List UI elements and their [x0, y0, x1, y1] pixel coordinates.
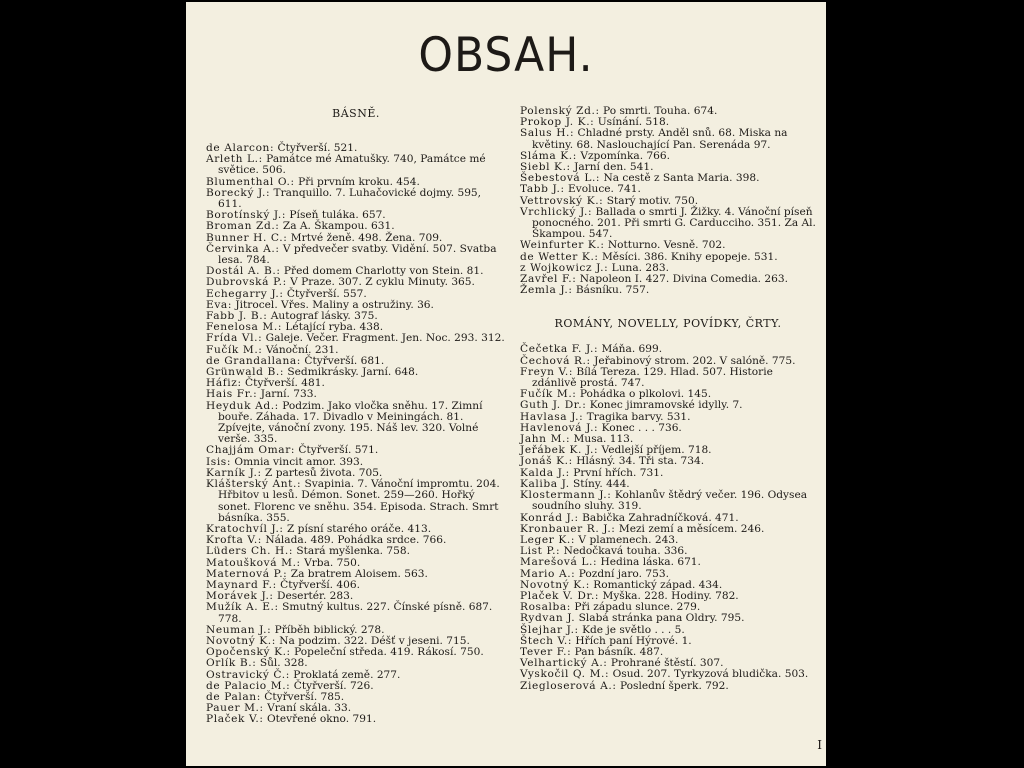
- entry-author: Blumenthal O.:: [206, 175, 295, 188]
- entry-works: Tranquillo. 7. Luhačovické dojmy. 595, 611.: [218, 186, 482, 211]
- entry-works: Usínání. 518.: [597, 116, 670, 129]
- entry-author: Kaliba J.: [520, 477, 570, 490]
- entry-author: Chajjám Omar:: [206, 444, 296, 457]
- entry-author: Lüders Ch. H.:: [206, 545, 294, 558]
- entry-works: Při západu slunce. 279.: [574, 601, 701, 614]
- entry-works: Notturno. Vesně. 702.: [607, 239, 726, 252]
- entry-works: Čtyřverší. 681.: [304, 354, 385, 367]
- entry-works: Stará myšlenka. 758.: [296, 545, 410, 558]
- toc-entry: [520, 490, 816, 512]
- entry-works: Hedina láska. 671.: [600, 556, 701, 569]
- entry-works: Sedmikrásky. Jarní. 648.: [287, 366, 419, 379]
- entry-author: Guth J. Dr.:: [520, 399, 587, 412]
- entry-works: Hlásný. 34. Tři sta. 734.: [576, 455, 705, 468]
- entry-author: Háfiz:: [206, 377, 242, 390]
- entry-author: Kratochvíl J.:: [206, 522, 284, 535]
- entry-works: Kohlanův štědrý večer. 196. Odysea soudního sluhy. 319.: [532, 489, 808, 513]
- entry-author: Morávek J.:: [206, 590, 274, 603]
- entry-works: Ballada o smrti J. Žižky. 4. Vánoční píseň ponocného. 201. Při smrti G. Carducciho. 351. Za Al. Škampou. 547.: [532, 205, 816, 241]
- entry-works: V Praze. 307. Z cyklu Minuty. 365.: [290, 276, 475, 289]
- entry-author: Echegarry J.:: [206, 287, 284, 300]
- entry-works: Čtyřverší. 571.: [298, 444, 379, 457]
- entry-author: Freyn V.:: [520, 365, 573, 378]
- entry-works: Mrtvé ženě. 498. Žena. 709.: [290, 231, 443, 244]
- entry-author: Krofta V.:: [206, 534, 262, 547]
- entry-author: Dostál A. B.:: [206, 265, 281, 278]
- entry-works: V předvečer svatby. Vidění. 507. Svatba lesa. 784.: [218, 242, 497, 267]
- entry-works: Vzpomínka. 766.: [580, 149, 671, 162]
- right-column: [520, 106, 816, 692]
- entry-works: Musa. 113.: [573, 433, 634, 446]
- entry-author: Hais Fr.:: [206, 388, 258, 401]
- entry-author: Bunner H. C.:: [206, 231, 288, 244]
- entry-author: Pauer M.:: [206, 702, 264, 715]
- entry-works: Proklatá země. 277.: [293, 668, 401, 681]
- toc-entry: [206, 244, 506, 266]
- entry-author: Rydvan J.: [520, 612, 576, 625]
- entry-author: Eva:: [206, 298, 233, 311]
- entry-works: Čtyřverší. 785.: [264, 690, 345, 703]
- entry-works: Stíny. 444.: [573, 477, 630, 490]
- entry-author: Marešová L.:: [520, 556, 598, 569]
- entry-author: Fučík M.:: [206, 343, 263, 356]
- entry-author: Weinfurter K.:: [520, 239, 605, 252]
- entry-author: Grünwald B.:: [206, 366, 285, 379]
- entry-author: Frída Vl.:: [206, 332, 263, 345]
- entry-works: Otevřené okno. 791.: [266, 713, 377, 726]
- entry-works: Čtyřverší. 557.: [286, 287, 367, 300]
- entry-works: Jitrocel. Vřes. Maliny a ostružiny. 36.: [235, 298, 434, 311]
- entry-author: Mario A.:: [520, 567, 576, 580]
- entry-author: Šebestová L.:: [520, 172, 601, 185]
- entry-author: Jahn M.:: [520, 433, 571, 446]
- entry-works: Napoleon I. 427. Divina Comedia. 263.: [579, 273, 788, 286]
- entry-works: V plamenech. 243.: [578, 533, 679, 546]
- entry-works: Z písní starého oráče. 413.: [286, 522, 432, 535]
- entry-author: Zavřel F.:: [520, 273, 577, 286]
- document-page: [186, 2, 826, 766]
- entry-author: Maternová P.:: [206, 567, 288, 580]
- entry-works: Z partesů života. 705.: [265, 466, 383, 479]
- toc-entry: [520, 681, 816, 692]
- page-title: OBSAH.: [418, 27, 594, 84]
- entry-works: Tragika barvy. 531.: [586, 410, 691, 423]
- entry-author: Heyduk Ad.:: [206, 399, 279, 412]
- entry-works: Létající ryba. 438.: [285, 321, 384, 334]
- entry-author: de Palacio M.:: [206, 679, 291, 692]
- entry-works: Nedočkavá touha. 336.: [563, 545, 688, 558]
- entry-author: Siebl K.:: [520, 161, 571, 174]
- entry-author: Kronbauer R. J.:: [520, 522, 616, 535]
- entry-author: Červinka A.:: [206, 242, 280, 255]
- entry-author: Arleth L.:: [206, 153, 263, 166]
- entry-works: Smutný kultus. 227. Čínské písně. 687. 778.: [218, 601, 493, 625]
- entry-author: Kalda J.:: [520, 466, 570, 479]
- entry-author: Dubrovská P.:: [206, 276, 287, 289]
- entry-works: Pohádka o plkolovi. 145.: [579, 388, 712, 401]
- entry-works: Jarní. 733.: [260, 388, 317, 401]
- entry-works: Svapinia. 7. Vánoční impromtu. 204. Hřbitov u lesů. Démon. Sonet. 259—260. Hořký sonet. Florenc ve sněhu. 354. Episoda. Strach. Smrt básníka. 355.: [218, 478, 500, 524]
- entry-works: První hřích. 731.: [573, 466, 664, 479]
- entry-works: Jeřabinový strom. 202. V salóně. 775.: [594, 354, 796, 367]
- entry-author: Šlejhar J.:: [520, 623, 579, 636]
- entry-works: Sůl. 328.: [259, 657, 308, 670]
- toc-entry: [206, 401, 506, 446]
- entry-works: Pozdní jaro. 753.: [578, 567, 669, 580]
- entry-author: Ziegloserová A.:: [520, 679, 617, 692]
- entry-author: Vyskočil Q. M.:: [520, 668, 610, 681]
- entry-works: Popeleční středa. 419. Rákosí. 750.: [294, 646, 484, 659]
- entry-works: Desertér. 283.: [276, 590, 354, 603]
- entry-author: Fenelosa M.:: [206, 321, 283, 334]
- entry-author: Polenský Zd.:: [520, 105, 600, 117]
- entry-works: Konec jimramovské idylly. 7.: [589, 399, 743, 412]
- entry-author: Borecký J.:: [206, 186, 271, 199]
- entry-works: Vrba. 750.: [304, 556, 361, 569]
- entry-works: Máňa. 699.: [601, 343, 663, 356]
- entry-author: z Wojkowicz J.:: [520, 261, 609, 274]
- entry-author: Borotínský J.:: [206, 209, 287, 222]
- entry-works: Romantický západ. 434.: [593, 578, 723, 591]
- entry-works: Měsíci. 386. Knihy epopeje. 531.: [601, 250, 778, 263]
- entry-works: Čtyřverší. 406.: [280, 578, 361, 591]
- entry-author: Tabb J.:: [520, 183, 565, 196]
- entry-works: Při prvním kroku. 454.: [298, 175, 420, 188]
- entry-works: Myška. 228. Hodiny. 782.: [602, 589, 739, 602]
- entry-works: Mezi zemí a měsícem. 246.: [618, 522, 765, 535]
- toc-entry: [206, 602, 506, 624]
- entry-author: Novotný K.:: [206, 634, 276, 647]
- entry-works: Prohrané štěstí. 307.: [610, 657, 724, 670]
- entry-author: Vettrovský K.:: [520, 194, 604, 207]
- entry-author: Maynard F.:: [206, 578, 277, 591]
- entry-author: Jeřábek K. J.:: [520, 444, 599, 457]
- entry-author: Opočenský K.:: [206, 646, 291, 659]
- entry-author: Jonáš K.:: [520, 455, 573, 468]
- entry-works: Konec . . . 736.: [601, 421, 682, 434]
- entry-works: Památce mé Amatušky. 740, Památce mé světice. 506.: [218, 153, 486, 177]
- entry-works: Pan básník. 487.: [574, 645, 664, 658]
- toc-entry: [206, 154, 506, 176]
- entry-works: Luna. 283.: [611, 261, 669, 274]
- entry-works: Chladné prsty. Anděl snů. 68. Miska na květiny. 68. Naslouchající Pan. Serenáda 97.: [532, 127, 788, 151]
- entry-works: Babička Zahradníčková. 471.: [582, 511, 739, 524]
- entry-works: Na cestě z Santa Maria. 398.: [603, 172, 760, 185]
- prose-list: [520, 344, 816, 691]
- entry-works: Vedlejší příjem. 718.: [601, 444, 712, 457]
- toc-entry: [206, 188, 506, 210]
- entry-works: Vraní skála. 33.: [267, 702, 352, 715]
- entry-author: Matoušková M.:: [206, 556, 301, 569]
- entry-author: Velhartický A.:: [520, 657, 608, 670]
- entry-works: Hřích paní Hýrové. 1.: [575, 634, 692, 647]
- entry-works: Osud. 207. Tyrkyzová bludička. 503.: [612, 668, 809, 681]
- entry-works: Poslední šperk. 792.: [619, 679, 729, 692]
- entry-works: Evoluce. 741.: [568, 183, 641, 196]
- toc-entry: [520, 207, 816, 241]
- entry-author: Karník J.:: [206, 466, 262, 479]
- section-heading-poems: BÁSNĚ.: [332, 107, 380, 120]
- entry-works: Na podzim. 322. Déšť v jeseni. 715.: [279, 634, 470, 647]
- entry-works: Jarní den. 541.: [574, 161, 654, 174]
- entry-author: de Alarcon:: [206, 142, 275, 154]
- entry-author: Vrchlický J.:: [520, 205, 593, 218]
- entry-works: Vánoční. 231.: [265, 343, 339, 356]
- entry-author: Leger K.:: [520, 533, 576, 546]
- entry-author: Žemla J.:: [520, 284, 573, 297]
- entry-works: Píseň tuláka. 657.: [289, 209, 386, 222]
- entry-works: Čtyřverší. 521.: [277, 142, 358, 154]
- entry-author: Konrád J.:: [520, 511, 579, 524]
- toc-entry: [520, 128, 816, 150]
- entry-works: Za bratrem Aloisem. 563.: [290, 567, 428, 580]
- poems-list-continued: [520, 106, 816, 296]
- left-column: [206, 106, 506, 726]
- entry-works: Starý motiv. 750.: [606, 194, 699, 207]
- entry-author: Fučík M.:: [520, 388, 577, 401]
- entry-works: Galeje. Večer. Fragment. Jen. Noc. 293. 312.: [265, 332, 505, 345]
- entry-author: List P.:: [520, 545, 561, 558]
- entry-works: Kde je světlo . . . 5.: [582, 623, 685, 636]
- entry-works: Podzim. Jako vločka sněhu. 17. Zimní bouře. Záhada. 17. Divadlo v Meiningách. 81. Zpívejte, vánoční zvony. 195. Náš lev. 320. Volné verše. 335.: [218, 399, 483, 446]
- entry-author: Sláma K.:: [520, 149, 577, 162]
- entry-works: Po smrti. Touha. 674.: [603, 105, 718, 117]
- entry-author: Orlík B.:: [206, 657, 257, 670]
- entry-author: Prokop J. K.:: [520, 116, 595, 129]
- entry-author: Klášterský Ant.:: [206, 478, 302, 491]
- entry-author: Tever F.:: [520, 645, 572, 658]
- entry-author: Čechová R.:: [520, 354, 591, 367]
- entry-author: Mužík A. E.:: [206, 601, 279, 614]
- entry-author: Klostermann J.:: [520, 489, 612, 502]
- entry-author: Havlasa J.:: [520, 410, 584, 423]
- entry-author: de Grandallana:: [206, 354, 301, 367]
- entry-works: Básníku. 757.: [575, 284, 650, 297]
- entry-author: Fabb J. B.:: [206, 310, 268, 323]
- entry-author: Štech V.:: [520, 634, 573, 647]
- entry-author: Havlenová J.:: [520, 421, 599, 434]
- entry-author: Isis:: [206, 455, 232, 468]
- entry-author: Broman Zd.:: [206, 220, 280, 233]
- entry-works: Před domem Charlotty von Stein. 81.: [283, 265, 484, 278]
- toc-entry: [520, 367, 816, 389]
- poems-list: [206, 143, 506, 726]
- entry-author: Novotný K.:: [520, 578, 590, 591]
- entry-works: Příběh biblický. 278.: [274, 623, 385, 636]
- entry-author: Rosalba:: [520, 601, 571, 614]
- entry-works: Slabá stránka pana Oldry. 795.: [578, 612, 745, 625]
- entry-author: Salus H.:: [520, 127, 575, 140]
- entry-works: Nálada. 489. Pohádka srdce. 766.: [265, 534, 447, 547]
- entry-works: Za A. Škampou. 631.: [282, 220, 395, 233]
- toc-entry: [206, 714, 506, 725]
- toc-entry: [520, 285, 816, 296]
- entry-author: Plaček V.:: [206, 713, 264, 726]
- entry-author: Neuman J.:: [206, 623, 272, 636]
- entry-works: Omnia vincit amor. 393.: [234, 455, 364, 468]
- page-number: I: [817, 738, 822, 752]
- entry-works: Čtyřverší. 726.: [293, 679, 374, 692]
- toc-entry: [206, 479, 506, 524]
- entry-works: Bílá Tereza. 129. Hlad. 507. Historie zdánlivě prostá. 747.: [532, 365, 773, 390]
- entry-author: de Palan:: [206, 690, 261, 703]
- section-heading-prose: ROMÁNY, NOVELLY, POVÍDKY, ČRTY.: [554, 317, 782, 331]
- entry-author: Čečetka F. J.:: [520, 343, 599, 356]
- entry-author: de Wetter K.:: [520, 250, 599, 263]
- entry-author: Ostravický Č.:: [206, 668, 290, 681]
- entry-works: Čtyřverší. 481.: [245, 377, 325, 390]
- entry-author: Plaček V. Dr.:: [520, 589, 600, 602]
- entry-works: Autograf lásky. 375.: [270, 310, 378, 323]
